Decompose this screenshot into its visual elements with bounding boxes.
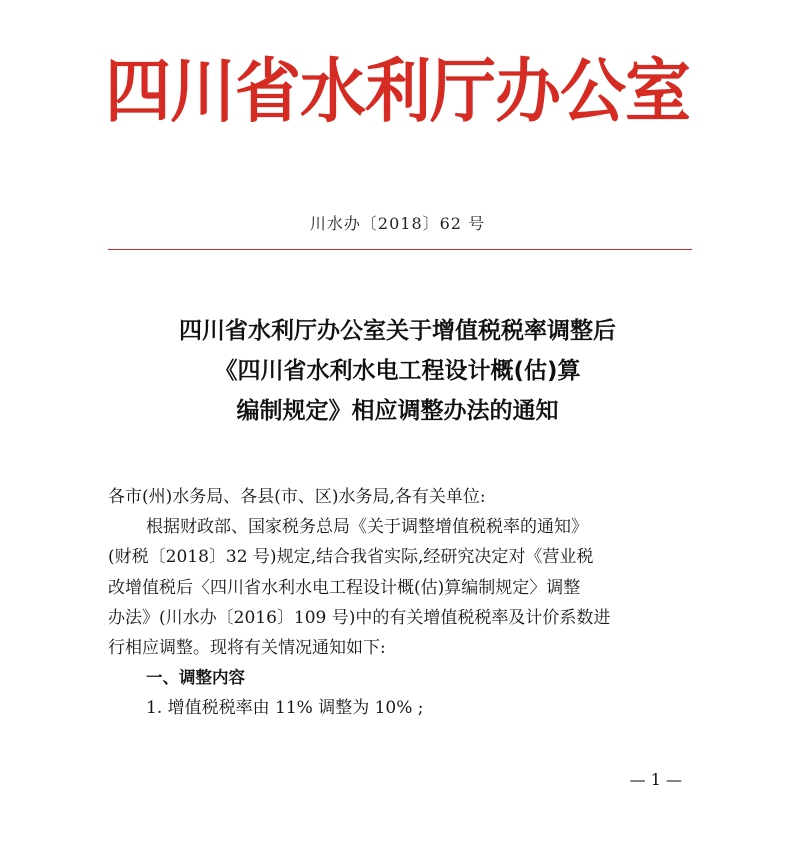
paragraph-line: 根据财政部、国家税务总局《关于调整增值税税率的通知》 [146, 517, 588, 538]
list-item: 1. 增值税税率由 11% 调整为 10% ; [146, 698, 424, 719]
paragraph-line: 改增值税后〈四川省水利水电工程设计概(估)算编制规定〉调整 [108, 577, 581, 598]
title-line: 四川省水利厅办公室关于增值税税率调整后 [179, 318, 616, 344]
header-divider [108, 249, 692, 250]
page-number: — 1 — [629, 770, 682, 789]
organization-name: 四川省水利厅办公室 [105, 51, 690, 132]
title-line: 编制规定》相应调整办法的通知 [236, 398, 559, 424]
paragraph-line: 行相应调整。现将有关情况通知如下: [108, 638, 386, 659]
title-line: 《四川省水利水电工程设计概(估)算 [214, 358, 581, 384]
paragraph-line: (财税〔2018〕32 号)规定,结合我省实际,经研究决定对《营业税 [108, 547, 594, 568]
section-heading: 一、调整内容 [146, 668, 245, 688]
document-body [108, 482, 692, 724]
organization-header [0, 50, 795, 134]
salutation: 各市(州)水务局、各县(市、区)水务局,各有关单位: [108, 487, 486, 507]
paragraph-line: 办法》(川水办〔2016〕109 号)中的有关增值税税率及计价系数进 [108, 607, 611, 628]
document-title [90, 311, 705, 431]
document-number: 川水办〔2018〕62 号 [309, 214, 486, 233]
